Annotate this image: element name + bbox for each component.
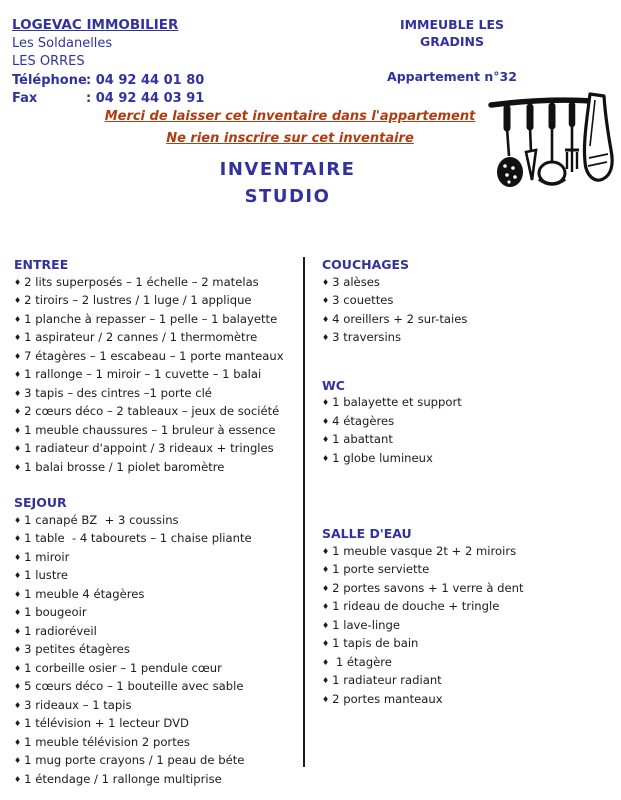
item-text: 1 table - 4 tabourets – 1 chaise pliante — [24, 531, 252, 545]
item-text: 1 radioréveil — [24, 623, 97, 638]
item-text: 1 corbeille osier – 1 pendule cœur — [24, 660, 222, 675]
bullet-icon: ♦ — [322, 296, 330, 305]
bullet-icon: ♦ — [14, 645, 22, 654]
bullet-icon: ♦ — [322, 435, 330, 444]
inventory-item — [14, 641, 302, 660]
inventory-item — [14, 348, 302, 367]
agency-name: LOGEVAC IMMOBILIER — [12, 17, 179, 33]
inventory-item — [322, 654, 614, 673]
column-right — [322, 256, 614, 709]
item-text: 1 étendage / 1 rallonge multiprise — [24, 771, 222, 786]
bullet-icon: ♦ — [322, 546, 330, 556]
bullet-icon: ♦ — [14, 388, 22, 398]
section-entree — [14, 256, 302, 477]
item-text: 1 miroir — [24, 549, 70, 564]
bullet-icon: ♦ — [14, 407, 22, 416]
section-heading: SALLE D'EAU — [322, 526, 412, 541]
inventory-item — [14, 678, 302, 697]
section-salle-d-eau — [322, 525, 614, 709]
item-text: 3 petites étagères — [24, 642, 130, 656]
item-text: 2 cœurs déco – 2 tableaux – jeux de société — [24, 404, 280, 418]
inventory-item — [322, 617, 614, 636]
inventory-item — [322, 431, 614, 450]
section-wc — [322, 377, 614, 469]
bullet-icon: ♦ — [14, 425, 22, 435]
section-heading: ENTREE — [14, 257, 69, 272]
bullet-icon: ♦ — [322, 620, 330, 630]
item-text: 1 abattant — [332, 432, 393, 446]
item-text: 1 lustre — [24, 568, 69, 582]
inventory-item — [322, 598, 614, 617]
fax-number: : 04 92 44 03 91 — [86, 91, 205, 106]
apartment-number: Appartement n°32 — [387, 69, 517, 84]
section-heading: COUCHAGES — [322, 257, 410, 272]
item-text: 1 balayette et support — [332, 395, 462, 409]
item-text: 1 radiateur d'appoint / 3 rideaux + tringles — [24, 441, 274, 455]
item-text: 3 traversins — [332, 330, 402, 344]
inventory-item — [322, 450, 614, 469]
item-text: 1 lave-linge — [332, 617, 401, 632]
bullet-icon: ♦ — [14, 370, 22, 379]
bullet-icon: ♦ — [322, 676, 330, 685]
agency-address-line2: LES ORRES — [12, 54, 85, 69]
bullet-icon: ♦ — [322, 416, 330, 426]
inventory-item — [14, 512, 302, 531]
inventory-item — [322, 580, 614, 599]
bullet-icon: ♦ — [14, 719, 22, 728]
inventory-item — [14, 771, 302, 790]
inventory-item — [14, 586, 302, 605]
inventory-item — [322, 672, 614, 691]
inventory-item — [14, 440, 302, 459]
bullet-icon: ♦ — [14, 571, 22, 580]
item-text: 2 lits superposés – 1 échelle – 2 matelas — [24, 274, 259, 289]
inventory-item — [322, 274, 614, 293]
item-text: 3 rideaux – 1 tapis — [24, 697, 132, 712]
item-text: 2 portes savons + 1 verre à dent — [332, 580, 524, 595]
inventory-item — [14, 549, 302, 568]
inventory-item — [322, 329, 614, 348]
bullet-icon: ♦ — [14, 515, 22, 525]
inventory-item — [14, 403, 302, 422]
item-text: 1 radiateur radiant — [332, 673, 442, 687]
item-text: 1 globe lumineux — [332, 450, 433, 465]
item-text: 1 rallonge – 1 miroir – 1 cuvette – 1 balai — [24, 367, 262, 381]
inventory-item — [322, 394, 614, 413]
section-sejour — [14, 494, 302, 789]
bullet-icon: ♦ — [14, 333, 22, 342]
notice-line-2: Ne rien inscrire sur cet inventaire — [166, 131, 414, 146]
bullet-icon: ♦ — [14, 756, 22, 765]
bullet-icon: ♦ — [322, 583, 330, 593]
bullet-icon: ♦ — [14, 589, 22, 599]
item-text: 2 tiroirs – 2 lustres / 1 luge / 1 applique — [24, 293, 252, 307]
inventory-item — [14, 604, 302, 623]
bullet-icon: ♦ — [14, 608, 22, 617]
bullet-icon: ♦ — [322, 602, 330, 611]
inventory-item — [14, 715, 302, 734]
item-text: 3 alèses — [332, 274, 380, 289]
item-text: 1 mug porte crayons / 1 peau de béte — [24, 753, 245, 767]
title-line-2: STUDIO — [244, 186, 331, 207]
item-text: 1 télévision + 1 lecteur DVD — [24, 716, 189, 730]
bullet-icon: ♦ — [14, 700, 22, 710]
item-text: 4 oreillers + 2 sur-taies — [332, 311, 468, 326]
item-text: 1 balai brosse / 1 piolet baromètre — [24, 459, 225, 474]
title-line-1: INVENTAIRE — [219, 159, 356, 180]
bullet-icon: ♦ — [14, 462, 22, 472]
bullet-icon: ♦ — [14, 314, 22, 324]
notice-line-1: Merci de laisser cet inventaire dans l'appartement — [104, 109, 476, 124]
bullet-icon: ♦ — [322, 398, 330, 407]
inventory-item — [322, 635, 614, 654]
item-text: 1 étagère — [332, 654, 392, 669]
bullet-icon: ♦ — [14, 737, 22, 747]
inventory-item — [14, 292, 302, 311]
section-heading: WC — [322, 377, 345, 393]
item-text: 1 meuble vasque 2t + 2 miroirs — [332, 543, 517, 558]
building-name: IMMEUBLE LES GRADINS — [399, 17, 505, 49]
inventory-item — [322, 292, 614, 311]
bullet-icon: ♦ — [14, 296, 22, 305]
inventory-item — [14, 329, 302, 348]
inventory-item — [14, 734, 302, 753]
bullet-icon: ♦ — [14, 663, 22, 673]
bullet-icon: ♦ — [14, 626, 22, 636]
item-text: 1 porte serviette — [332, 562, 430, 576]
building-block — [366, 16, 538, 85]
inventory-item — [14, 422, 302, 441]
fax-label: Fax — [12, 91, 38, 106]
item-text: 1 planche à repasser – 1 pelle – 1 balayette — [24, 311, 278, 326]
column-left — [14, 256, 302, 789]
bullet-icon: ♦ — [322, 314, 330, 324]
phone-label: Téléphone — [12, 72, 87, 88]
bullet-icon: ♦ — [322, 453, 330, 463]
inventory-item — [14, 530, 302, 549]
inventory-item — [322, 691, 614, 710]
inventory-item — [322, 311, 614, 330]
item-text: 3 couettes — [332, 293, 394, 307]
item-text: 1 bougeoir — [24, 605, 87, 619]
inventory-item — [322, 543, 614, 562]
inventory-item — [322, 413, 614, 432]
item-text: 7 étagères – 1 escabeau – 1 porte manteaux — [24, 348, 284, 363]
bullet-icon: ♦ — [14, 534, 22, 543]
item-text: 2 portes manteaux — [332, 691, 443, 706]
inventory-item — [14, 697, 302, 716]
bullet-icon: ♦ — [14, 774, 22, 784]
bullet-icon: ♦ — [14, 351, 22, 361]
bullet-icon: ♦ — [322, 657, 330, 667]
bullet-icon: ♦ — [322, 277, 330, 287]
item-text: 1 meuble chaussures – 1 bruleur à essence — [24, 422, 276, 437]
inventory-item — [14, 660, 302, 679]
item-text: 4 étagères — [332, 413, 395, 428]
bullet-icon: ♦ — [14, 277, 22, 287]
agency-phone — [12, 72, 204, 91]
bullet-icon: ♦ — [14, 682, 22, 691]
inventory-item — [14, 623, 302, 642]
inventory-item — [14, 311, 302, 330]
inventory-item — [14, 385, 302, 404]
bullet-icon: ♦ — [14, 444, 22, 453]
agency-address-line1: Les Soldanelles — [12, 35, 113, 51]
document-title — [0, 156, 575, 210]
bullet-icon: ♦ — [322, 333, 330, 342]
agency-block — [12, 16, 204, 109]
item-text: 5 cœurs déco – 1 bouteille avec sable — [24, 679, 244, 693]
bullet-icon: ♦ — [322, 639, 330, 648]
inventory-item — [14, 459, 302, 478]
inventory-item — [14, 567, 302, 586]
column-divider — [303, 257, 305, 767]
bullet-icon: ♦ — [14, 552, 22, 562]
inventory-item — [14, 274, 302, 293]
section-heading: SEJOUR — [14, 495, 67, 510]
inventory-item — [14, 752, 302, 771]
item-text: 1 rideau de douche + tringle — [332, 599, 500, 613]
bullet-icon: ♦ — [322, 694, 330, 704]
item-text: 1 tapis de bain — [332, 636, 419, 650]
item-text: 1 aspirateur / 2 cannes / 1 thermomètre — [24, 330, 258, 344]
section-couchages — [322, 256, 614, 348]
item-text: 3 tapis – des cintres –1 porte clé — [24, 385, 212, 400]
phone-number: : 04 92 44 01 80 — [86, 72, 205, 88]
item-text: 1 canapé BZ + 3 coussins — [24, 512, 179, 527]
item-text: 1 meuble 4 étagères — [24, 586, 145, 601]
item-text: 1 meuble télévision 2 portes — [24, 734, 190, 749]
inventory-item — [14, 366, 302, 385]
inventory-item — [322, 561, 614, 580]
bullet-icon: ♦ — [322, 565, 330, 574]
